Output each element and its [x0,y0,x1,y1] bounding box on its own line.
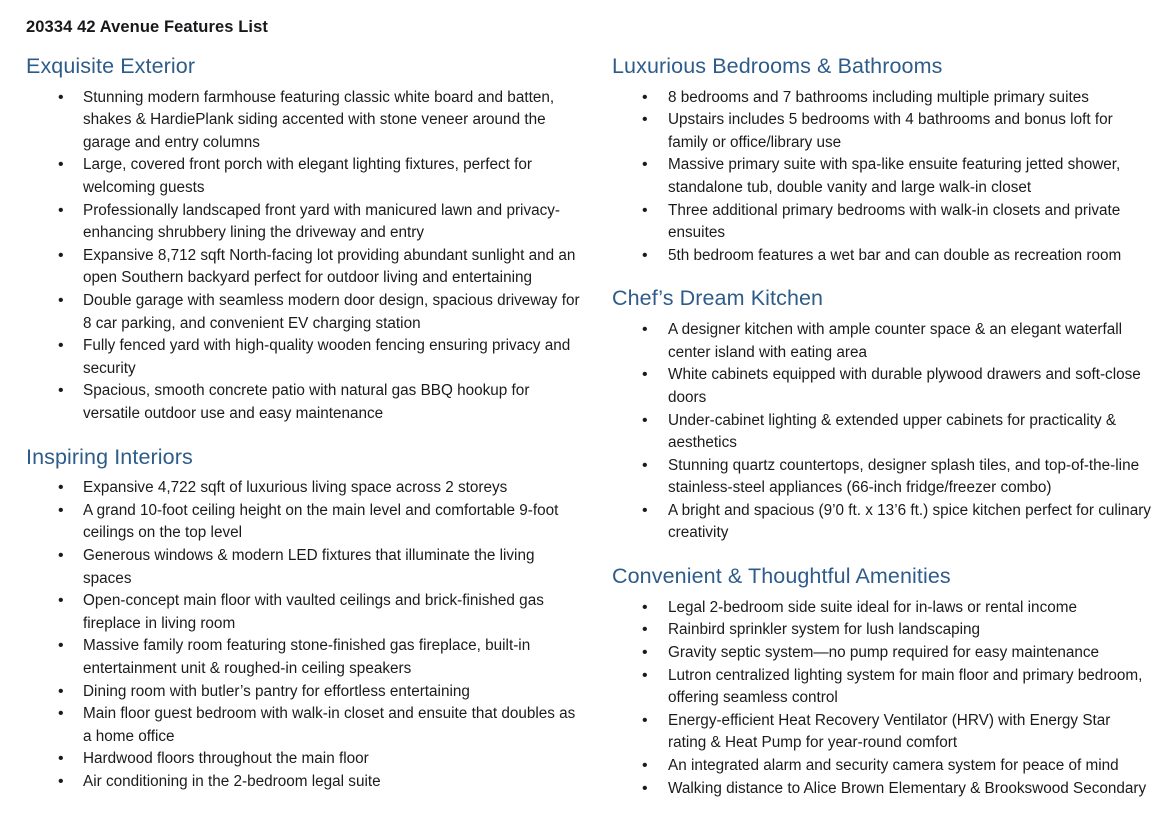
list-item: • A bright and spacious (9’0 ft. x 13’6 ft.) spice kitchen perfect for culinary creativity [612,500,1152,545]
list-item: • A grand 10-foot ceiling height on the main level and comfortable 9-foot ceilings on the top level [26,500,586,545]
list-item: • Expansive 4,722 sqft of luxurious living space across 2 storeys [26,477,586,500]
list-item: • Three additional primary bedrooms with walk-in closets and private ensuites [612,200,1152,245]
feature-list [26,477,586,793]
list-item: • Massive primary suite with spa-like ensuite featuring jetted shower, standalone tub, double vanity and large walk-in closet [612,154,1152,199]
section-exquisite-exterior [26,54,586,426]
list-item: • Rainbird sprinkler system for lush landscaping [612,619,1152,642]
feature-list [612,87,1152,268]
list-item: • Expansive 8,712 sqft North-facing lot providing abundant sunlight and an open Southern backyard perfect for outdoor living and entertaining [26,245,586,290]
list-item: • Stunning quartz countertops, designer splash tiles, and top-of-the-line stainless-steel appliances (66-inch fridge/freezer combo) [612,455,1152,500]
list-item: • Legal 2-bedroom side suite ideal for in-laws or rental income [612,597,1152,620]
right-column [612,54,1152,800]
list-item: • Upstairs includes 5 bedrooms with 4 bathrooms and bonus loft for family or office/library use [612,109,1152,154]
list-item: • Spacious, smooth concrete patio with natural gas BBQ hookup for versatile outdoor use and easy maintenance [26,380,586,425]
list-item: • White cabinets equipped with durable plywood drawers and soft-close doors [612,364,1152,409]
list-item: • 5th bedroom features a wet bar and can double as recreation room [612,245,1152,268]
section-convenient-thoughtful-amenities [612,564,1152,800]
list-item: • 8 bedrooms and 7 bathrooms including multiple primary suites [612,87,1152,110]
section-chefs-dream-kitchen [612,286,1152,545]
list-item: • Energy-efficient Heat Recovery Ventilator (HRV) with Energy Star rating & Heat Pump for year-round comfort [612,710,1152,755]
section-heading: Convenient & Thoughtful Amenities [612,564,951,589]
section-heading: Luxurious Bedrooms & Bathrooms [612,53,943,78]
section-inspiring-interiors [26,445,586,794]
list-item: • Hardwood floors throughout the main floor [26,748,586,771]
content-columns [26,53,1151,800]
list-item: • A designer kitchen with ample counter space & an elegant waterfall center island with eating area [612,319,1152,364]
list-item: • Large, covered front porch with elegant lighting fixtures, perfect for welcoming guests [26,154,586,199]
list-item: • Lutron centralized lighting system for main floor and primary bedroom, offering seamless control [612,665,1152,710]
list-item: • Gravity septic system—no pump required for easy maintenance [612,642,1152,665]
page-title: 20334 42 Avenue Features List [26,18,268,36]
section-heading: Inspiring Interiors [26,444,193,469]
section-heading: Exquisite Exterior [26,53,196,78]
list-item: • Professionally landscaped front yard with manicured lawn and privacy-enhancing shrubbery lining the driveway and entry [26,200,586,245]
list-item: • Stunning modern farmhouse featuring classic white board and batten, shakes & HardiePlank siding accented with stone veneer around the garage and entry columns [26,87,586,155]
list-item: • Massive family room featuring stone-finished gas fireplace, built-in entertainment unit & roughed-in ceiling speakers [26,635,586,680]
list-item: • Fully fenced yard with high-quality wooden fencing ensuring privacy and security [26,335,586,380]
list-item: • An integrated alarm and security camera system for peace of mind [612,755,1152,778]
feature-list [26,87,586,426]
feature-list [612,319,1152,545]
list-item: • Air conditioning in the 2-bedroom legal suite [26,771,586,794]
list-item: • Dining room with butler’s pantry for effortless entertaining [26,681,586,704]
list-item: • Main floor guest bedroom with walk-in closet and ensuite that doubles as a home office [26,703,586,748]
list-item: • Generous windows & modern LED fixtures that illuminate the living spaces [26,545,586,590]
list-item: • Open-concept main floor with vaulted ceilings and brick-finished gas fireplace in living room [26,590,586,635]
list-item: • Walking distance to Alice Brown Elementary & Brookswood Secondary [612,778,1152,801]
feature-list [612,597,1152,800]
section-luxurious-bedrooms-bathrooms [612,54,1152,268]
list-item: • Under-cabinet lighting & extended upper cabinets for practicality & aesthetics [612,410,1152,455]
list-item: • Double garage with seamless modern door design, spacious driveway for 8 car parking, and convenient EV charging station [26,290,586,335]
section-heading: Chef’s Dream Kitchen [612,286,824,311]
left-column [26,54,586,794]
